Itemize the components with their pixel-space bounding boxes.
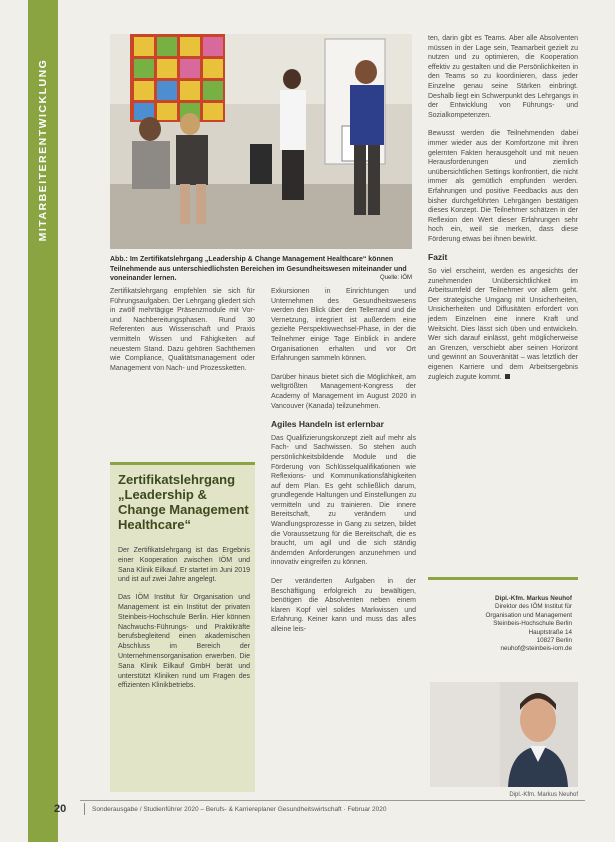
col2-paragraph-4: Der veränderten Aufgaben in der Beschäftigung erfolgreich zu bewältigen, benötigen die Absolventen neben einem klaren Kopf viel solides Markwissen und Erfahrung. Keiner kann und muss das alles alleine leis- — [271, 578, 416, 633]
info-box-paragraph-2: Das IÖM Institut für Organisation und Management ist ein Institut der privaten Steinbeis-Hochschule Berlin. Hier können Nachwuchs-Führungs- und Praktikräfte berufsbegleitend einen akademischen Abschluss im Bereich der Unternehmensorganisation erwerben. Die Sana Klinik Eilkauf GmbH berät und unterstützt Kliniken rund um Fragen des effizienten Klinikbetriebs. — [118, 594, 250, 690]
col2-paragraph-3: Das Qualifizierungskonzept zielt auf mehr als Fach- und Sachwissen. So stehen auch persönlichkeitsbildende Module und die Förderung von Schlüsselqualifikationen wie Reflexions- und Kommunikationsfähigkeiten auf dem Plan. Es geht schließlich darum, grundlegende Haltungen und Einstellungen zu vermitteln und zu trainieren. Die innere Bereitschaft, zu verändern und Wandlungsprozesse in Gang zu setzen, bildet die Voraussetzung für die Bereitschaft, die es braucht, um agil und die sich ständig ändernden Anforderungen anzunehmen und innovativ eingreifen zu können. — [271, 434, 416, 567]
seminar-photo-illustration — [110, 34, 412, 249]
info-box-rule — [110, 462, 255, 465]
footer-text: Sonderausgabe / Studienführer 2020 – Berufs- & Karriereplaner Gesundheitswirtschaft · Februar 2020 — [92, 806, 387, 813]
column-1 — [110, 287, 255, 382]
author-line-1: Direktor des IÖM Institut für — [495, 603, 572, 611]
author-email: neuhof@steinbeis-iom.de — [500, 645, 572, 653]
col3-heading: Fazit — [428, 252, 448, 263]
col1-paragraph: Zertifikatslehrgang empfehlen sie sich für Führungsaufgaben. Der Lehrgang gliedert sich in zwölf mehrtägige Präsenzmodule mit Vor- und Nachbereitungsphasen. Rund 30 Referenten aus Wissenschaft und Praxis vermitteln Wissen und Fähigkeiten auf neuestem Stand. Dazu gehören Sachthemen wie Compliance, Qualitätsmanagement oder Management von Nach- und Prozessketten. — [110, 288, 255, 372]
col3-paragraph-2: Bewusst werden die Teilnehmenden dabei immer wieder aus der Komfortzone mit ihren gelernten Fakten herausgeholt und mit neuen Herausforderungen und ziemlich unübersichtlichen Settings konfrontiert, die nicht immer als gemütlich empfunden werden. Erfahrungen und positive Feedbacks aus den bisher durchgeführten Lehrgängen bestätigen dieses Konzept. Die Teilnehmer schätzen in der Reflexion den Wert dieser Erfahrungen sehr hoch ein, weil sie merken, dass diese Förderung etwas bei ihnen bewirkt. — [428, 130, 578, 243]
column-2 — [271, 287, 416, 644]
author-line-5: 10827 Berlin — [536, 637, 572, 645]
author-divider — [428, 577, 578, 580]
portrait-caption: Dipl.-Kfm. Markus Neuhof — [509, 792, 578, 798]
seminar-photo — [110, 34, 412, 249]
author-line-2: Organisation und Management — [485, 611, 572, 619]
footer-rule — [80, 800, 585, 801]
section-label: MITARBEITERENTWICKLUNG — [37, 58, 49, 242]
col3-paragraph-3 — [428, 267, 578, 382]
author-portrait-illustration — [430, 682, 578, 787]
author-portrait — [430, 682, 578, 787]
col2-heading: Agiles Handeln ist erlernbar — [271, 419, 384, 430]
page-number: 20 — [54, 803, 67, 815]
info-box-body — [118, 546, 250, 699]
photo-caption-text: Abb.: Im Zertifikatslehrgang „Leadership & Change Management Healthcare“ können Teilnehmende aus unterschiedlichsten Bereichen im Gesundheitswesen miteinander und voneinander lernen. — [110, 256, 407, 282]
info-box-paragraph-1: Der Zertifikatslehrgang ist das Ergebnis einer Kooperation zwischen IÖM und Sana Klinik Eilkauf. Er startet im Juni 2019 und ist auf zwei Jahre angelegt. — [118, 547, 250, 584]
photo-caption — [110, 255, 412, 284]
col2-paragraph-1: Exkursionen in Einrichtungen und Unternehmen des Gesundheitswesens werden den Blick über den Tellerrand und die Vernetzung, integriert ist außerdem eine gezielte Perspektivwechsel-Phase, in der die Teilnehmer einige Tage Einblick in andere Organisationen erhalten und vor Ort Erfahrungen sammeln können. — [271, 288, 416, 363]
column-3 — [428, 34, 578, 391]
col2-paragraph-2: Darüber hinaus bietet sich die Möglichkeit, am weltgrößten Management-Kongress der Academy of Management im August 2020 in Vancouver (Kanada) teilzunehmen. — [271, 373, 416, 410]
end-of-article-mark — [505, 374, 510, 379]
author-block — [430, 595, 572, 654]
col3-paragraph-1: ten, darin gibt es Teams. Aber alle Absolventen müssen in der Lage sein, Teamarbeit gezielt zu nutzen und zu optimieren, die Kooperation effektiv zu gestalten und die Persönlichkeiten in den Teams so zu koordinieren, dass jeder Einzelne genau seine Stärken einbringt. Deshalb liegt ein Schwerpunkt des Lehrgangs in der Entwicklung von Führungs- und Sozialkompetenzen. — [428, 35, 578, 119]
author-line-3: Steinbeis-Hochschule Berlin — [493, 620, 572, 628]
col3-paragraph-3-text: So viel erscheint, werden es angesichts der zunehmenden Unübersichtlichkeit im Arbeitsumfeld der Teilnehmer vor allem geht. Der strategische Umgang mit Unsicherheiten, Unsicherheiten und Diffusitäten erfordert von jedem Einzelnen eine innere Kraft und Weitsicht. Dies lässt sich üben und entwickeln. Wer sich darauf einlässt, geht möglicherweise an Grenzen, verschiebt aber seinen Horizont und gewinnt an Souveränität – was letztlich der eigenen Karriere und dem Arbeitsergebnis zugleich zugute kommt. — [428, 268, 578, 381]
footer-separator — [84, 803, 85, 815]
author-name: Dipl.-Kfm. Markus Neuhof — [495, 595, 572, 602]
author-line-4: Hauptstraße 14 — [528, 628, 572, 636]
info-box-title: Zertifikatslehrgang „Leadership & Change Management Healthcare“ — [118, 472, 249, 532]
photo-source: Quelle: IÖM — [379, 275, 412, 281]
